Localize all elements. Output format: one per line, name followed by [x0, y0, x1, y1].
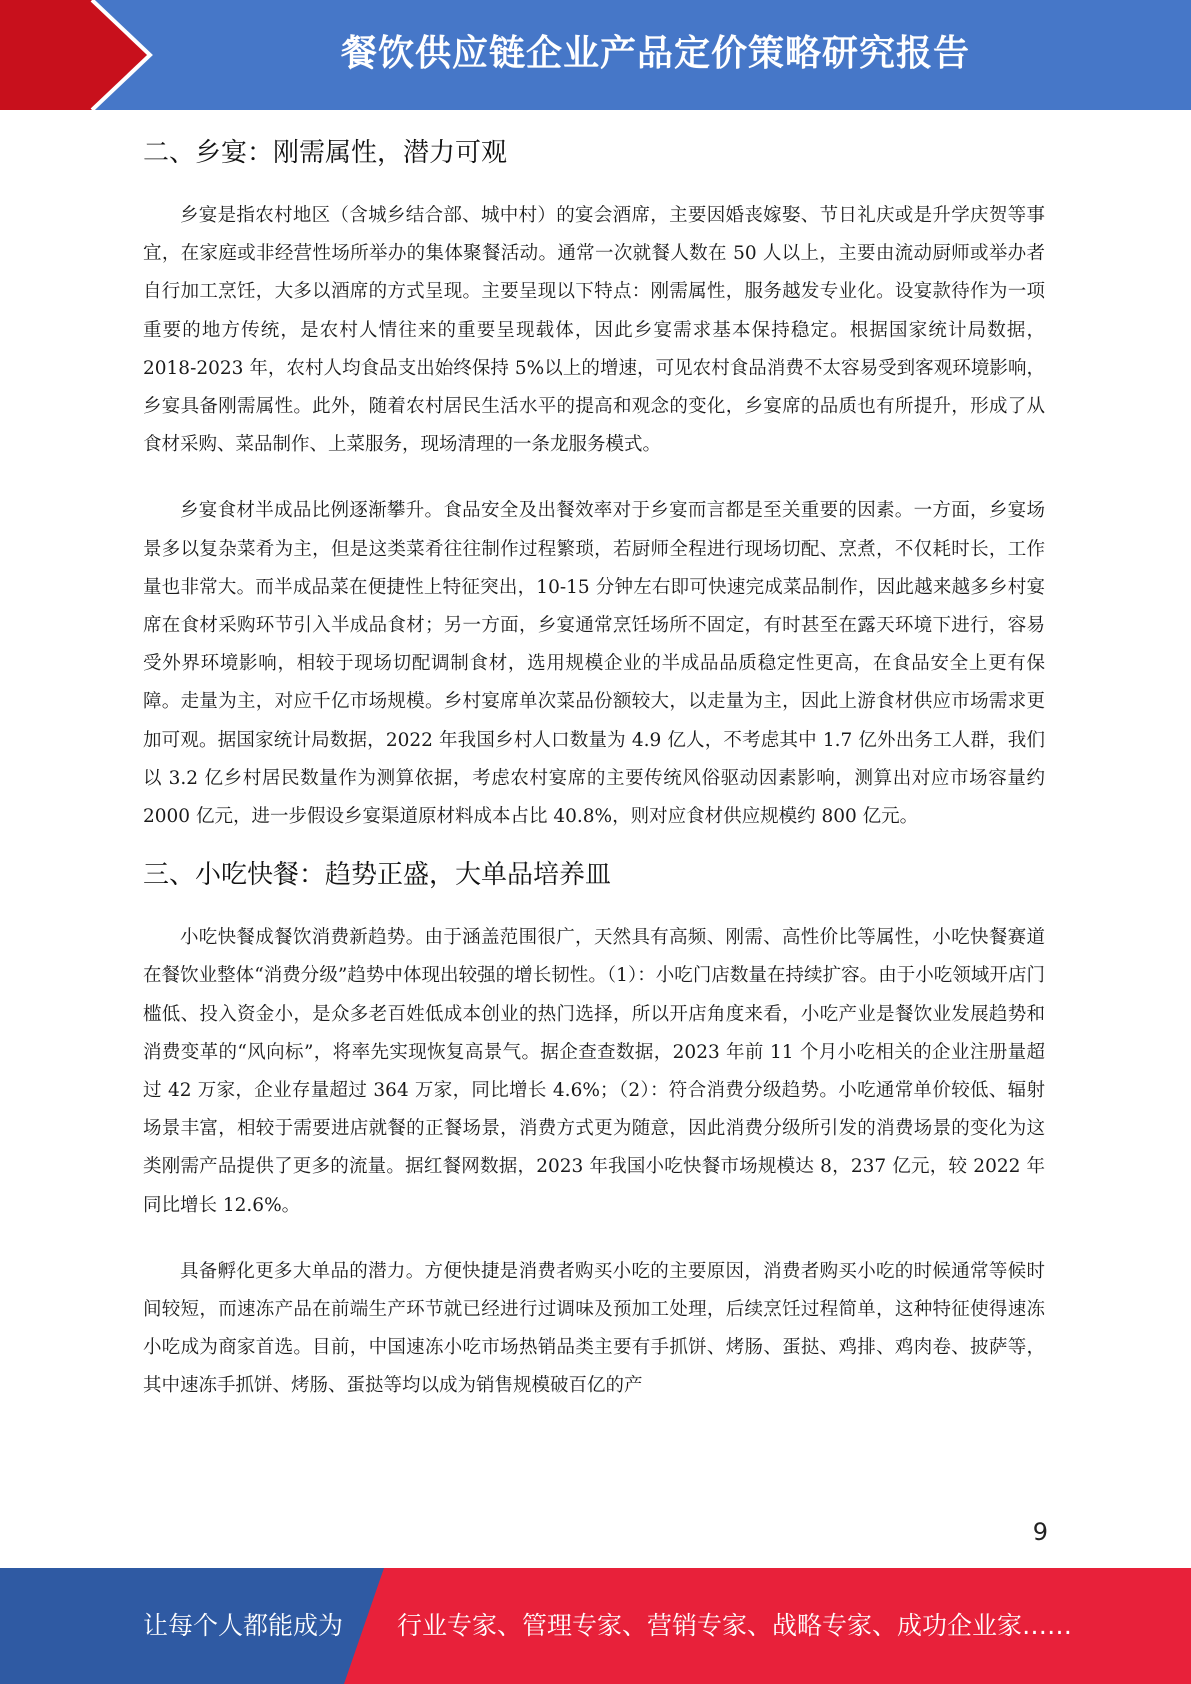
footer-slogan-right: 行业专家、管理专家、营销专家、战略专家、成功企业家…… — [397, 1611, 1073, 1640]
footer-slogan-left: 让每个人都能成为 — [143, 1611, 344, 1640]
paragraph: 小吃快餐成餐饮消费新趋势。由于涵盖范围很广，天然具有高频、刚需、高性价比等属性，小吃快餐赛道在餐饮业整体“消费分级”趋势中体现出较强的增长韧性。（1）：小吃门店数量在持续扩容。由于小吃领域开店门槛低、投入资金小，是众多老百姓低成本创业的热门选择，所以开店角度来看，小吃产业是餐饮业发展趋势和消费变革的“风向标”，将率先实现恢复高景气。据企查查数据，2023 年前 11 个月小吃相关的企业注册量超过 42 万家，企业存量超过 364 万家，同比增长 4.6%；（2）：符合消费分级趋势。小吃通常单价较低、辐射场景丰富，相较于需要进店就餐的正餐场景，消费方式更为随意，因此消费分级所引发的消费场景的变化为这类刚需产品提供了更多的流量。据红餐网数据，2023 年我国小吃快餐市场规模达 8，237 亿元，较 2022 年同比增长 12.6%。 — [143, 927, 1045, 1216]
section-heading-rural-banquet: 二、乡宴：刚需属性，潜力可观 — [143, 138, 508, 168]
report-title: 餐饮供应链企业产品定价策略研究报告 — [340, 33, 970, 74]
main-content — [143, 120, 1045, 1406]
page-footer — [0, 1568, 1191, 1684]
page-number: 9 — [1032, 1518, 1048, 1546]
section-heading-snack-fastfood: 三、小吃快餐：趋势正盛，大单品培养皿 — [143, 860, 612, 891]
header-chevron-icon — [0, 0, 160, 110]
paragraph: 乡宴是指农村地区（含城乡结合部、城中村）的宴会酒席，主要因婚丧嫁娶、节日礼庆或是升学庆贺等事宜，在家庭或非经营性场所举办的集体聚餐活动。通常一次就餐人数在 50 人以上，主要由流动厨师或举办者自行加工烹饪，大多以酒席的方式呈现。主要呈现以下特点：刚需属性，服务越发专业化。设宴款待作为一项重要的地方传统，是农村人情往来的重要呈现载体，因此乡宴需求基本保持稳定。根据国家统计局数据，2018-2023 年，农村人均食品支出始终保持 5%以上的增速，可见农村食品消费不太容易受到客观环境影响，乡宴具备刚需属性。此外，随着农村居民生活水平的提高和观念的变化，乡宴席的品质也有所提升，形成了从食材采购、菜品制作、上菜服务，现场清理的一条龙服务模式。 — [143, 205, 1045, 456]
paragraph: 具备孵化更多大单品的潜力。方便快捷是消费者购买小吃的主要原因，消费者购买小吃的时候通常等候时间较短，而速冻产品在前端生产环节就已经进行过调味及预加工处理，后续烹饪过程简单，这种特征使得速冻小吃成为商家首选。目前，中国速冻小吃市场热销品类主要有手抓饼、烤肠、蛋挞、鸡排、鸡肉卷、披萨等，其中速冻手抓饼、烤肠、蛋挞等均以成为销售规模破百亿的产 — [143, 1260, 1045, 1397]
page-header — [0, 0, 1191, 110]
paragraph: 乡宴食材半成品比例逐渐攀升。食品安全及出餐效率对于乡宴而言都是至关重要的因素。一方面，乡宴场景多以复杂菜肴为主，但是这类菜肴往往制作过程繁琐，若厨师全程进行现场切配、烹煮，不仅耗时长，工作量也非常大。而半成品菜在便捷性上特征突出，10-15 分钟左右即可快速完成菜品制作，因此越来越多乡村宴席在食材采购环节引入半成品食材；另一方面，乡宴通常烹饪场所不固定，有时甚至在露天环境下进行，容易受外界环境影响，相较于现场切配调制食材，选用规模企业的半成品品质稳定性更高，在食品安全上更有保障。走量为主，对应千亿市场规模。乡村宴席单次菜品份额较大，以走量为主，因此上游食材供应市场需求更加可观。据国家统计局数据，2022 年我国乡村人口数量为 4.9 亿人，不考虑其中 1.7 亿外出务工人群，我们以 3.2 亿乡村居民数量作为测算依据，考虑农村宴席的主要传统风俗驱动因素影响，测算出对应市场容量约 2000 亿元，进一步假设乡宴渠道原材料成本占比 40.8%，则对应食材供应规模约 800 亿元。 — [143, 500, 1045, 828]
